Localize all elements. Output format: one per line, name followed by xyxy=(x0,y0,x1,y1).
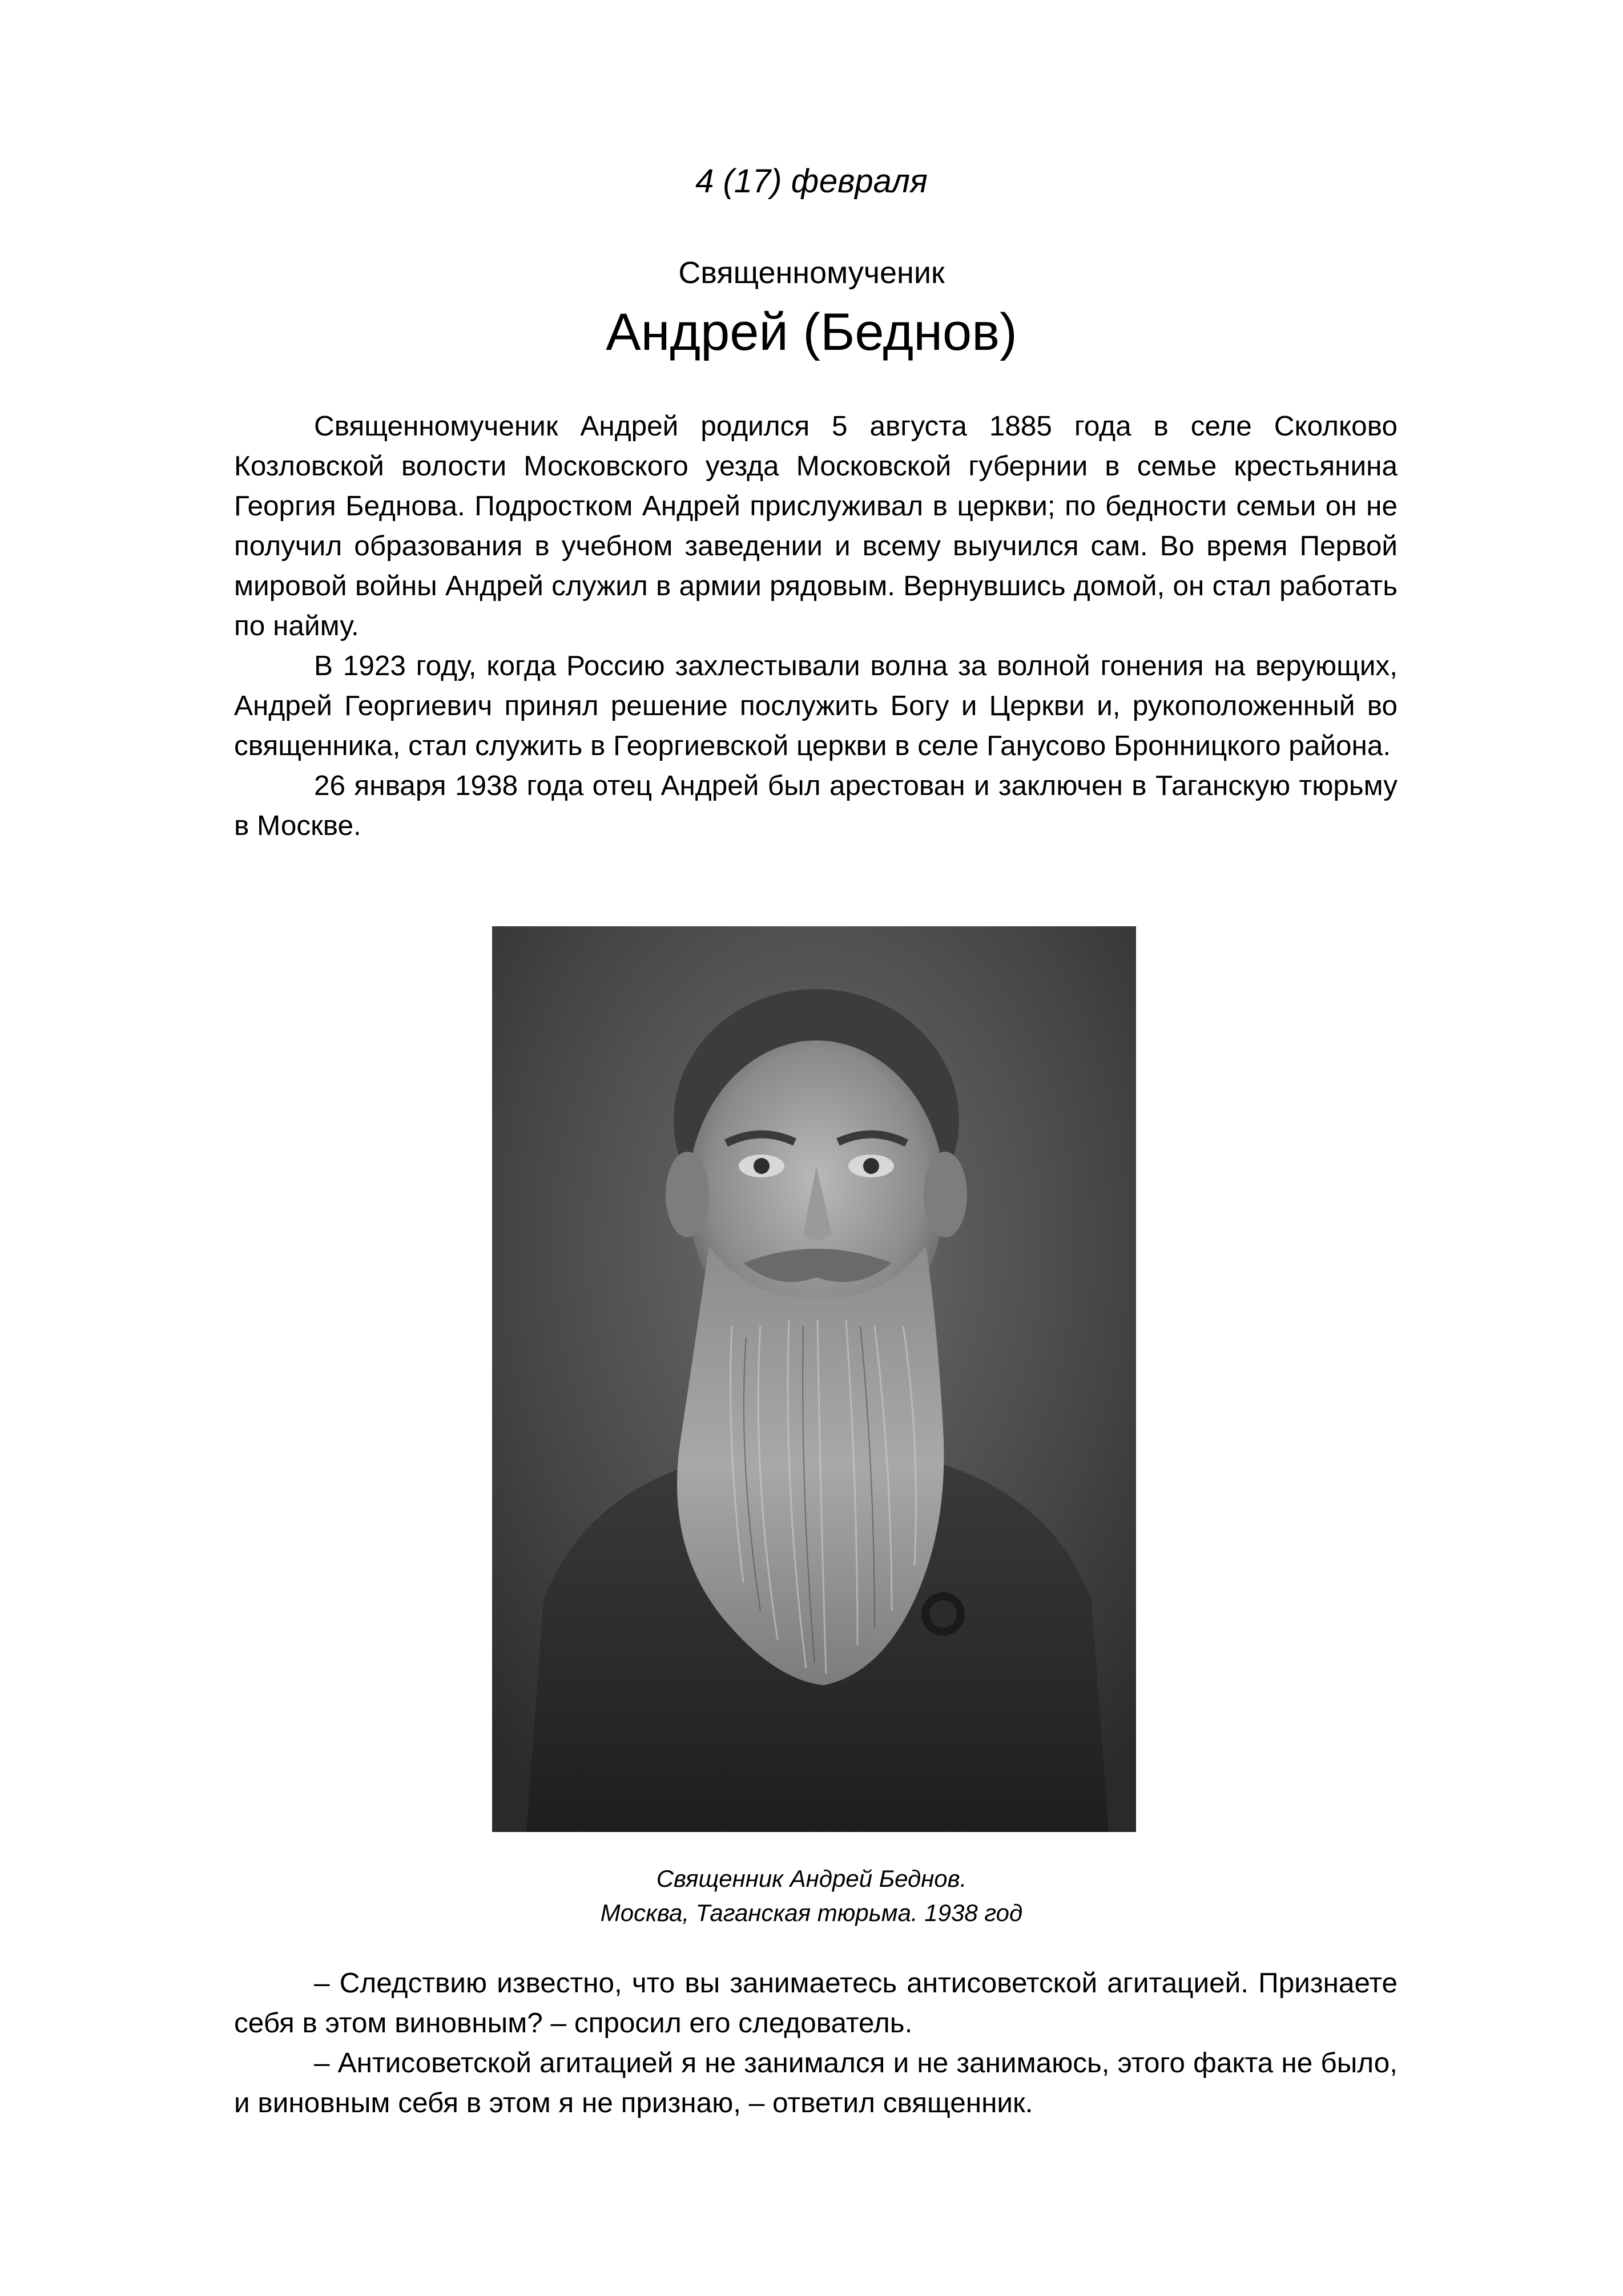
caption-line: Священник Андрей Беднов. xyxy=(656,1865,967,1892)
saint-name: Андрей (Беднов) xyxy=(606,303,1017,361)
portrait-photo xyxy=(492,926,1136,1832)
caption-line: Москва, Таганская тюрьма. 1938 год xyxy=(600,1899,1023,1926)
dialogue-paragraph: – Следствию известно, что вы занимаетесь антисоветской агитацией. Признаете себя в этом виновным? – спросил его следователь. xyxy=(234,1967,1398,2039)
biography-paragraph: Священномученик Андрей родился 5 августа 1885 года в селе Сколково Козловской волости Московского уезда Московской губернии в семье крестьянина Георгия Беднова. Подростком Андрей прислуживал в церкви; по бедности семьи он не получил образования в учебном заведении и всему выучился сам. Во время Первой мировой войны Андрей служил в армии рядовым. Вернувшись домой, он стал работать по найму. xyxy=(234,410,1398,641)
biography-paragraph: В 1923 году, когда Россию захлестывали волна за волной гонения на верующих, Андрей Георгиевич принял решение послужить Богу и Церкви и, рукоположенный во священника, стал служить в Георгиевской церкви в селе Ганусово Бронницкого района. xyxy=(234,650,1398,761)
dialogue-text xyxy=(234,1963,1398,2123)
biography-text xyxy=(234,406,1398,846)
photo-caption xyxy=(0,1862,1623,1930)
saint-rank: Священномученик xyxy=(678,256,945,290)
biography-paragraph: 26 января 1938 года отец Андрей был арестован и заключен в Таганскую тюрьму в Москве. xyxy=(234,770,1398,841)
dialogue-paragraph: – Антисоветской агитацией я не занимался и не занимаюсь, этого факта не было, и виновным себя в этом я не признаю, – ответил священник. xyxy=(234,2047,1398,2119)
feast-date: 4 (17) февраля xyxy=(695,163,928,200)
